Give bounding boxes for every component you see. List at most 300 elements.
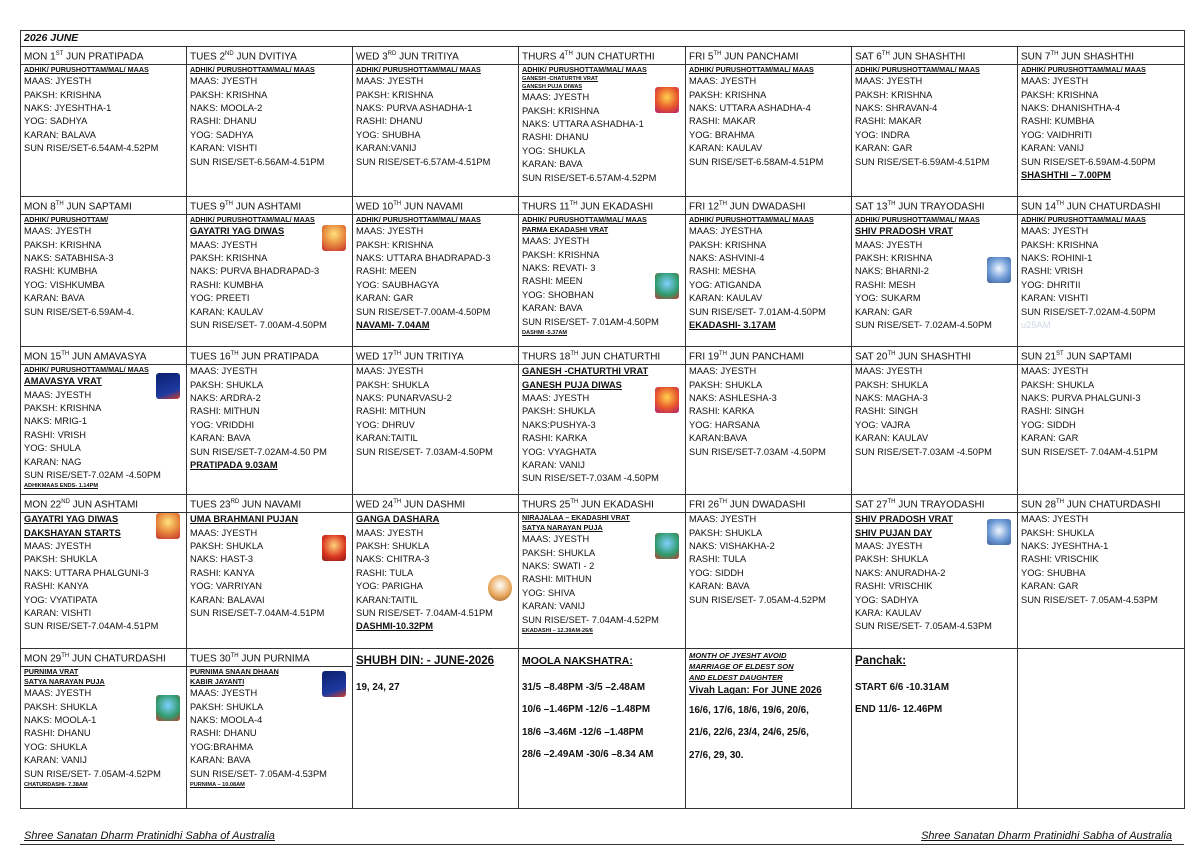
day-cell-3: [353, 47, 519, 197]
yog-line: YOG: VISHKUMBA: [24, 279, 105, 290]
day-header: MON 8TH JUN SAPTAMI: [24, 201, 132, 213]
day-header: SAT 13TH JUN TRAYODASHI: [855, 201, 985, 213]
day-header: FRI 19TH JUN PANCHAMI: [689, 351, 805, 363]
event-label: SATYA NARAYAN PUJA: [522, 523, 603, 533]
event-label: GAYATRI YAG DIWAS: [24, 514, 119, 525]
panchak-panel: [852, 649, 1018, 809]
moola-row: 28/6 –2.49AM -30/6 –8.34 AM: [522, 749, 654, 761]
paksh-line: PAKSH: KRISHNA: [689, 89, 767, 100]
naks-line: NAKS: SHRAVAN-4: [855, 102, 938, 113]
karan-line: KARAN: VANIJ: [1021, 143, 1084, 154]
shubh-din-title: SHUBH DIN: - JUNE-2026: [356, 655, 495, 668]
paksh-line: PAKSH: KRISHNA: [356, 239, 434, 250]
sun-line: SUN RISE/SET-6.54AM-4.52PM: [24, 143, 159, 154]
yog-line: YOG: SIDDH: [1021, 419, 1076, 430]
moola-row: 31/5 –8.48PM -3/5 –2.48AM: [522, 681, 646, 693]
tithi-end-time: DASHMI-10.32PM: [356, 621, 433, 632]
yog-line: YOG: DHRUV: [356, 419, 415, 430]
deity-image-icon: [322, 671, 346, 697]
sun-line: SUN RISE/SET-7.02AM-4.50 PM: [190, 446, 327, 457]
rashi-line: RASHI: VRISCHIK: [855, 581, 933, 592]
naks-line: NAKS: DHANISHTHA-4: [1021, 102, 1121, 113]
karan-line: KARAN: VANIJ: [24, 755, 87, 766]
maas-line: MAAS: JYESTH: [190, 366, 258, 377]
naks-line: NAKS: MRIG-1: [24, 416, 88, 427]
maas-line: MAAS: JYESTH: [356, 366, 424, 377]
day-header: WED 3RD JUN TRITIYA: [356, 51, 459, 63]
naks-line: NAKS: MOOLA-4: [190, 714, 263, 725]
paksh-line: PAKSH: KRISHNA: [522, 249, 600, 260]
vivah-title: Vivah Lagan: For JUNE 2026: [689, 685, 822, 697]
yog-line: YOG: SHUKLA: [522, 145, 586, 156]
naks-line: NAKS: ANURADHA-2: [855, 567, 946, 578]
sun-line: SUN RISE/SET- 7.04AM-4.51PM: [356, 607, 493, 618]
adhik-maas-label: ADHIK/ PURUSHOTTAM/MAL/ MAAS: [356, 65, 481, 75]
day-cell-24: [353, 495, 519, 649]
sun-line: SUN RISE/SET- 7.04AM-4.51PM: [1021, 446, 1158, 457]
paksh-line: PAKSH: KRISHNA: [855, 89, 933, 100]
panchak-title: Panchak:: [855, 655, 907, 668]
maas-line: MAAS: JYESTH: [24, 688, 92, 699]
paksh-line: PAKSH: KRISHNA: [24, 402, 102, 413]
yog-line: YOG: DHRITII: [1021, 279, 1081, 290]
sun-line: SUN RISE/SET- 7.04AM-4.52PM: [522, 614, 659, 625]
karan-line: KARAN:TAITIL: [356, 594, 418, 605]
yog-line: YOG: VYAGHATA: [522, 446, 597, 457]
naks-line: NAKS: ASHVINI-4: [689, 252, 765, 263]
deity-image-icon: [156, 513, 180, 539]
karan-line: KARAN: KAULAV: [855, 433, 929, 444]
paksh-line: PAKSH: SHUKLA: [1021, 527, 1095, 538]
maas-line: MAAS: JYESTH: [356, 527, 424, 538]
sun-line: SUN RISE/SET-7.04AM-4.51PM: [24, 621, 159, 632]
day-header: WED 24TH JUN DASHMI: [356, 499, 466, 511]
paksh-line: PAKSH: KRISHNA: [855, 252, 933, 263]
deity-image-icon: [655, 387, 679, 413]
day-cell-10: [353, 197, 519, 347]
deity-image-icon: [322, 535, 346, 561]
rashi-line: RASHI: KANYA: [24, 581, 89, 592]
rashi-line: RASHI: MAKAR: [689, 116, 756, 127]
vivah-note: AND ELDEST DAUGHTER: [689, 673, 783, 683]
day-header: MON 15TH JUN AMAVASYA: [24, 351, 147, 363]
day-header: WED 17TH JUN TRITIYA: [356, 351, 464, 363]
panchak-start: START 6/6 -10.31AM: [855, 681, 950, 693]
adhik-maas-label: ADHIK/ PURUSHOTTAM/MAL/ MAAS: [24, 65, 149, 75]
sun-line: SUN RISE/SET- 7.05AM-4.53PM: [190, 768, 327, 779]
karan-line: KARAN: VISHTI: [190, 143, 258, 154]
event-label: AMAVASYA VRAT: [24, 376, 102, 387]
paksh-line: PAKSH: KRISHNA: [24, 239, 102, 250]
sun-line: SUN RISE/SET-6.57AM-4.52PM: [522, 172, 657, 183]
naks-line: NAKS: UTTARA ASHADHA-4: [689, 102, 811, 113]
day-header: THURS 18TH JUN CHATURTHI: [522, 351, 661, 363]
day-cell-21: [1018, 347, 1185, 495]
day-cell-20: [852, 347, 1018, 495]
day-cell-23: [187, 495, 353, 649]
karan-line: KARAN: BALAVAI: [190, 594, 265, 605]
naks-line: NAKS: JYESHTHA-1: [24, 102, 112, 113]
day-cell-8: [21, 197, 187, 347]
yog-line: YOG: SHUBHA: [1021, 567, 1086, 578]
karan-line: KARAN: BAVA: [689, 581, 750, 592]
day-cell-1: [21, 47, 187, 197]
maas-line: MAAS: JYESTH: [190, 239, 258, 250]
maas-line: MAAS: JYESTH: [1021, 76, 1089, 87]
day-header: FRI 12TH JUN DWADASHI: [689, 201, 806, 213]
vivah-dates: 21/6, 22/6, 23/4, 24/6, 25/6,: [689, 727, 809, 739]
paksh-line: PAKSH: SHUKLA: [689, 379, 763, 390]
adhik-maas-label: ADHIK/ PURUSHOTTAM/MAL/ MAAS: [522, 215, 647, 225]
naks-line: NAKS:PUSHYA-3: [522, 419, 596, 430]
deity-image-icon: [322, 225, 346, 251]
maas-line: MAAS: JYESTH: [190, 76, 258, 87]
event-label: PURNIMA VRAT: [24, 667, 79, 677]
paksh-line: PAKSH: KRISHNA: [689, 239, 767, 250]
adhik-maas-label: ADHIK/ PURUSHOTTAM/MAL/ MAAS: [356, 215, 481, 225]
paksh-line: PAKSH: SHUKLA: [689, 527, 763, 538]
rashi-line: RASHI: TULA: [689, 554, 747, 565]
sun-line: SUN RISE/SET-7.02AM -4.50PM: [24, 469, 161, 480]
calendar-table: [20, 30, 1185, 809]
deity-image-icon: [987, 519, 1011, 545]
adhik-maas-label: ADHIK/ PURUSHOTTAM/MAL/ MAAS: [190, 65, 315, 75]
day-header: SUN 7TH JUN SHASHTHI: [1021, 51, 1135, 63]
event-label: DAKSHAYAN STARTS: [24, 527, 121, 538]
naks-line: NAKS: PUNARVASU-2: [356, 392, 452, 403]
day-cell-2: [187, 47, 353, 197]
rashi-line: RASHI: DHANU: [356, 116, 423, 127]
naks-line: NAKS: HAST-3: [190, 554, 254, 565]
maas-line: MAAS: JYESTH: [24, 389, 92, 400]
day-header: FRI 26TH JUN DWADASHI: [689, 499, 806, 511]
rashi-line: RASHI: KUMBHA: [190, 279, 264, 290]
maas-line: MAAS: JYESTH: [855, 239, 923, 250]
sun-line: SUN RISE/SET- 7.05AM-4.53PM: [1021, 594, 1158, 605]
footer-rule: [20, 844, 1184, 845]
paksh-line: PAKSH: SHUKLA: [24, 701, 98, 712]
paksh-line: PAKSH: SHUKLA: [190, 379, 264, 390]
day-cell-28: [1018, 495, 1185, 649]
yog-line: YOG: SHIVA: [522, 587, 576, 598]
day-cell-6: [852, 47, 1018, 197]
yog-line: YOG: PREETI: [190, 293, 250, 304]
vivah-lagan-panel: [686, 649, 852, 809]
karan-line: KARAN: GAR: [1021, 433, 1079, 444]
rashi-line: RASHI: MESHA: [689, 266, 756, 277]
deity-image-icon: [156, 695, 180, 721]
adhik-maas-label: ADHIK/ PURUSHOTTAM/MAL/ MAAS: [24, 365, 149, 375]
karan-line: KARAN: GAR: [356, 293, 414, 304]
maas-line: MAAS: JYESTH: [24, 76, 92, 87]
paksh-line: PAKSH: KRISHNA: [190, 252, 268, 263]
maas-line: MAAS: JYESTH: [1021, 366, 1089, 377]
day-cell-7: [1018, 47, 1185, 197]
naks-line: NAKS: UTTARA BHADRAPAD-3: [356, 252, 491, 263]
adhik-maas-label: ADHIK/ PURUSHOTTAM/MAL/ MAAS: [689, 215, 814, 225]
paksh-line: PAKSH: KRISHNA: [356, 89, 434, 100]
sun-line: SUN RISE/SET-6.58AM-4.51PM: [689, 156, 824, 167]
karan-line: KARAN:VANIJ: [356, 143, 417, 154]
event-label: GANESH PUJA DIWAS: [522, 379, 622, 390]
paksh-line: PAKSH: SHUKLA: [356, 540, 430, 551]
paksh-line: PAKSH: SHUKLA: [855, 554, 929, 565]
naks-line: NAKS: PURVA BHADRAPAD-3: [190, 266, 320, 277]
day-cell-14: [1018, 197, 1185, 347]
sun-line: SUN RISE/SET-7.03AM -4.50PM: [522, 473, 659, 484]
sun-line: SUN RISE/SET-7.03AM -4.50PM: [689, 446, 826, 457]
karan-line: KARAN: GAR: [855, 306, 913, 317]
day-cell-17: [353, 347, 519, 495]
sun-line: SUN RISE/SET-6.57AM-4.51PM: [356, 156, 491, 167]
karan-line: KARAN: VANIJ: [522, 601, 585, 612]
yog-line: YOG: SAUBHAGYA: [356, 279, 440, 290]
maas-line: MAAS: JYESTH: [689, 76, 757, 87]
panchak-end: END 11/6- 12.46PM: [855, 704, 943, 716]
naks-line: NAKS: SATABHISA-3: [24, 252, 114, 263]
yog-line: YOG: VARRIYAN: [190, 581, 262, 592]
rashi-line: RASHI: DHANU: [190, 728, 257, 739]
yog-line: YOG: VAIDHRITI: [1021, 129, 1093, 140]
maas-line: MAAS: JYESTH: [190, 688, 258, 699]
sun-line: SUN RISE/SET- 7.02AM-4.50PM: [855, 319, 992, 330]
tithi-end-time: EKADASHI- 3.17AM: [689, 319, 776, 330]
event-label: KABIR JAYANTI: [190, 677, 245, 687]
karan-line: KARAN: KAULAV: [689, 143, 763, 154]
day-header: THURS 11TH JUN EKADASHI: [522, 201, 654, 213]
event-label: SHIV PRADOSH VRAT: [855, 226, 953, 237]
event-label: GANESH -CHATURTHI VRAT: [522, 76, 598, 83]
deity-image-icon: [655, 533, 679, 559]
moola-nakshatra-panel: [519, 649, 686, 809]
event-label: GANGA DASHARA: [356, 514, 440, 525]
yog-line: YOG: INDRA: [855, 129, 910, 140]
maas-line: MAAS: JYESTH: [855, 366, 923, 377]
day-header: FRI 5TH JUN PANCHAMI: [689, 51, 799, 63]
karan-line: KARAN: KAULAV: [689, 293, 763, 304]
event-label: GAYATRI YAG DIWAS: [190, 226, 285, 237]
paksh-line: PAKSH: SHUKLA: [190, 701, 264, 712]
day-cell-26: [686, 495, 852, 649]
empty-cell: [1018, 649, 1185, 809]
day-header: THURS 25TH JUN EKADASHI: [522, 499, 654, 511]
yog-line: YOG: SHUBHA: [356, 129, 421, 140]
vivah-note: MARRIAGE OF ELDEST SON: [689, 662, 794, 672]
vivah-note: MONTH OF JYESHT AVOID: [689, 651, 787, 661]
maas-line: MAAS: JYESTH: [1021, 226, 1089, 237]
naks-line: NAKS: MOOLA-2: [190, 102, 263, 113]
yog-line: YOG: SHUKLA: [24, 741, 88, 752]
rashi-line: RASHI: MITHUN: [522, 574, 592, 585]
day-header: MON 22ND JUN ASHTAMI: [24, 499, 139, 511]
maas-line: MAAS: JYESTH: [522, 236, 590, 247]
maas-line: MAAS: JYESTH: [356, 226, 424, 237]
event-label: PARMA EKADASHI VRAT: [522, 225, 609, 235]
karan-line: KARAN: VANIJ: [522, 459, 585, 470]
rashi-line: RASHI: VRISCHIK: [1021, 554, 1099, 565]
maas-line: MAAS: JYESTH: [689, 514, 757, 525]
event-label: SHIV PUJAN DAY: [855, 527, 933, 538]
naks-line: NAKS: ROHINI-1: [1021, 252, 1093, 263]
day-header: SAT 20TH JUN SHASHTHI: [855, 351, 971, 363]
yog-line: YOG: VAJRA: [855, 419, 911, 430]
event-label: UMA BRAHMANI PUJAN: [190, 514, 299, 525]
day-header: TUES 2ND JUN DVITIYA: [190, 51, 297, 63]
day-header: WED 10TH JUN NAVAMI: [356, 201, 464, 213]
day-header: SAT 6TH JUN SHASHTHI: [855, 51, 966, 63]
moola-row: 18/6 –3.46M -12/6 –1.48PM: [522, 726, 644, 738]
day-cell-11: [519, 197, 686, 347]
day-header: TUES 9TH JUN ASHTAMI: [190, 201, 302, 213]
adhik-maas-label: ADHIK/ PURUSHOTTAM/MAL/ MAAS: [190, 215, 315, 225]
rashi-line: RASHI: DHANU: [522, 132, 589, 143]
sun-line: SUN RISE/SET- 7.05AM-4.53PM: [855, 621, 992, 632]
karan-line: KARAN: VISHTI: [1021, 293, 1089, 304]
sun-line: SUN RISE/SET-7.02AM-4.50PM: [1021, 306, 1156, 317]
maas-line: MAAS: JYESTH: [522, 534, 590, 545]
day-cell-22: [21, 495, 187, 649]
yog-line: YOG: SUKARM: [855, 293, 921, 304]
footer-right: Shree Sanatan Dharm Pratinidhi Sabha of Australia: [921, 830, 1172, 842]
tithi-end-time: SHASHTHI – 7.00PM: [1021, 169, 1111, 180]
naks-line: NAKS: ARDRA-2: [190, 392, 261, 403]
day-cell-27: [852, 495, 1018, 649]
tithi-end-time: NAVAMI- 7.04AM: [356, 319, 430, 330]
yog-line: YOG:BRAHMA: [190, 741, 254, 752]
day-cell-16: [187, 347, 353, 495]
rashi-line: RASHI: TULA: [356, 567, 414, 578]
day-header: SUN 14TH JUN CHATURDASHI: [1021, 201, 1161, 213]
adhik-maas-label: ADHIK/ PURUSHOTTAM/MAL/ MAAS: [1021, 215, 1146, 225]
day-cell-29: [21, 649, 187, 809]
day-header: MON 1ST JUN PRATIPADA: [24, 51, 144, 63]
naks-line: NAKS: MAGHA-3: [855, 392, 928, 403]
day-cell-5: [686, 47, 852, 197]
day-header: TUES 30TH JUN PURNIMA: [190, 653, 310, 665]
day-header: TUES 23RD JUN NAVAMI: [190, 499, 302, 511]
vivah-dates: 16/6, 17/6, 18/6, 19/6, 20/6,: [689, 704, 809, 716]
yog-line: YOG: VRIDDHI: [190, 419, 255, 430]
rashi-line: RASHI: MEEN: [522, 276, 583, 287]
maas-line: MAAS: JYESTH: [689, 366, 757, 377]
sun-line: SUN RISE/SET-6.56AM-4.51PM: [190, 156, 325, 167]
rashi-line: RASHI: SINGH: [855, 406, 919, 417]
paksh-line: PAKSH: SHUKLA: [522, 547, 596, 558]
karan-line: KARA: KAULAV: [855, 607, 922, 618]
naks-line: NAKS: CHITRA-3: [356, 554, 430, 565]
paksh-line: PAKSH: KRISHNA: [190, 89, 268, 100]
karan-line: KARAN: BAVA: [24, 293, 85, 304]
shubh-din-dates: 19, 24, 27: [356, 681, 400, 693]
paksh-line: PAKSH: KRISHNA: [522, 105, 600, 116]
event-label: NIRAJALAA – EKADASHI VRAT: [522, 513, 630, 523]
sun-line: SUN RISE/SET- 7.01AM-4.50PM: [522, 316, 659, 327]
rashi-line: RASHI: KUMBHA: [24, 266, 98, 277]
sun-line: SUN RISE/SET-7.04AM-4.51PM: [190, 607, 325, 618]
deity-image-icon: [987, 257, 1011, 283]
deity-image-icon: [655, 87, 679, 113]
day-cell-18: [519, 347, 686, 495]
naks-line: NAKS: JYESHTHA-1: [1021, 540, 1109, 551]
yog-line: YOG: BRAHMA: [689, 129, 755, 140]
event-label: PURNIMA SNAAN DHAAN: [190, 667, 279, 677]
event-label: SHIV PRADOSH VRAT: [855, 514, 953, 525]
rashi-line: RASHI: KUMBHA: [1021, 116, 1095, 127]
tithi-end-time: DASHMI -5.37AM: [522, 329, 568, 336]
rashi-line: RASHI: MITHUN: [356, 406, 426, 417]
day-header: THURS 4TH JUN CHATURTHI: [522, 51, 655, 63]
maas-line: MAAS: JYESTH: [522, 92, 590, 103]
karan-line: KARAN: KAULAV: [190, 306, 264, 317]
deity-image-icon: [655, 273, 679, 299]
maas-line: MAAS: JYESTH: [24, 226, 92, 237]
paksh-line: PAKSH: SHUKLA: [855, 379, 929, 390]
adhik-maas-label: ADHIK/ PURUSHOTTAM/: [24, 215, 109, 225]
yog-line: YOG: ATIGANDA: [689, 279, 762, 290]
paksh-line: PAKSH: SHUKLA: [356, 379, 430, 390]
maas-line: MAAS: JYESTH: [855, 540, 923, 551]
rashi-line: RASHI: SINGH: [1021, 406, 1085, 417]
footer-left: Shree Sanatan Dharm Pratinidhi Sabha of Australia: [24, 830, 275, 842]
faint-text: u25AM: [1021, 319, 1051, 330]
yog-line: YOG: SADHYA: [190, 129, 254, 140]
adhik-maas-label: ADHIK/ PURUSHOTTAM/MAL/ MAAS: [855, 215, 980, 225]
maas-line: MAAS: JYESTH: [855, 76, 923, 87]
adhik-maas-label: ADHIK/ PURUSHOTTAM/MAL/ MAAS: [522, 65, 647, 75]
day-cell-13: [852, 197, 1018, 347]
event-label: GANESH -CHATURTHI VRAT: [522, 366, 649, 377]
naks-line: NAKS: ASHLESHA-3: [689, 392, 777, 403]
sun-line: SUN RISE/SET- 7.05AM-4.52PM: [689, 594, 826, 605]
karan-line: KARAN: BALAVA: [24, 129, 96, 140]
maas-line: MAAS: JYESTH: [356, 76, 424, 87]
tithi-end-time: EKADASHI – 12.39AM-26/6: [522, 627, 593, 634]
sun-line: SUN RISE/SET- 7.05AM-4.52PM: [24, 768, 161, 779]
karan-line: KARAN: NAG: [24, 456, 82, 467]
paksh-line: PAKSH: KRISHNA: [1021, 239, 1099, 250]
adhik-maas-label: ADHIK/ PURUSHOTTAM/MAL/ MAAS: [1021, 65, 1146, 75]
yog-line: YOG: PARIGHA: [356, 581, 423, 592]
deity-image-icon: [156, 373, 180, 399]
rashi-line: RASHI: MEEN: [356, 266, 417, 277]
maas-line: MAAS: JYESTH: [190, 527, 258, 538]
rashi-line: RASHI: MITHUN: [190, 406, 260, 417]
shubh-din-panel: [353, 649, 519, 809]
karan-line: KARAN: BAVA: [190, 755, 251, 766]
sun-line: SUN RISE/SET-7.00AM-4.50PM: [356, 306, 491, 317]
tithi-end-time: PRATIPADA 9.03AM: [190, 459, 278, 470]
vivah-dates: 27/6, 29, 30.: [689, 749, 744, 761]
tithi-end-time: PURNIMA – 10.08AM: [190, 781, 245, 788]
karan-line: KARAN: BAVA: [522, 159, 583, 170]
day-cell-12: [686, 197, 852, 347]
naks-line: NAKS: REVATI- 3: [522, 262, 596, 273]
sun-line: SUN RISE/SET-6.59AM-4.50PM: [1021, 156, 1156, 167]
day-cell-4: [519, 47, 686, 197]
yog-line: YOG: HARSANA: [689, 419, 760, 430]
day-header: MON 29TH JUN CHATURDASHI: [24, 653, 166, 665]
rashi-line: RASHI: DHANU: [190, 116, 257, 127]
day-header: SUN 28TH JUN CHATURDASHI: [1021, 499, 1161, 511]
paksh-line: PAKSH: KRISHNA: [1021, 89, 1099, 100]
maas-line: MAAS: JYESTH: [24, 540, 92, 551]
paksh-line: PAKSH: SHUKLA: [24, 554, 98, 565]
naks-line: NAKS: PURVA ASHADHA-1: [356, 102, 473, 113]
day-cell-9: [187, 197, 353, 347]
naks-line: NAKS: PURVA PHALGUNI-3: [1021, 392, 1141, 403]
sun-line: SUN RISE/SET-6.59AM-4.: [24, 306, 135, 317]
paksh-line: PAKSH: SHUKLA: [522, 406, 596, 417]
